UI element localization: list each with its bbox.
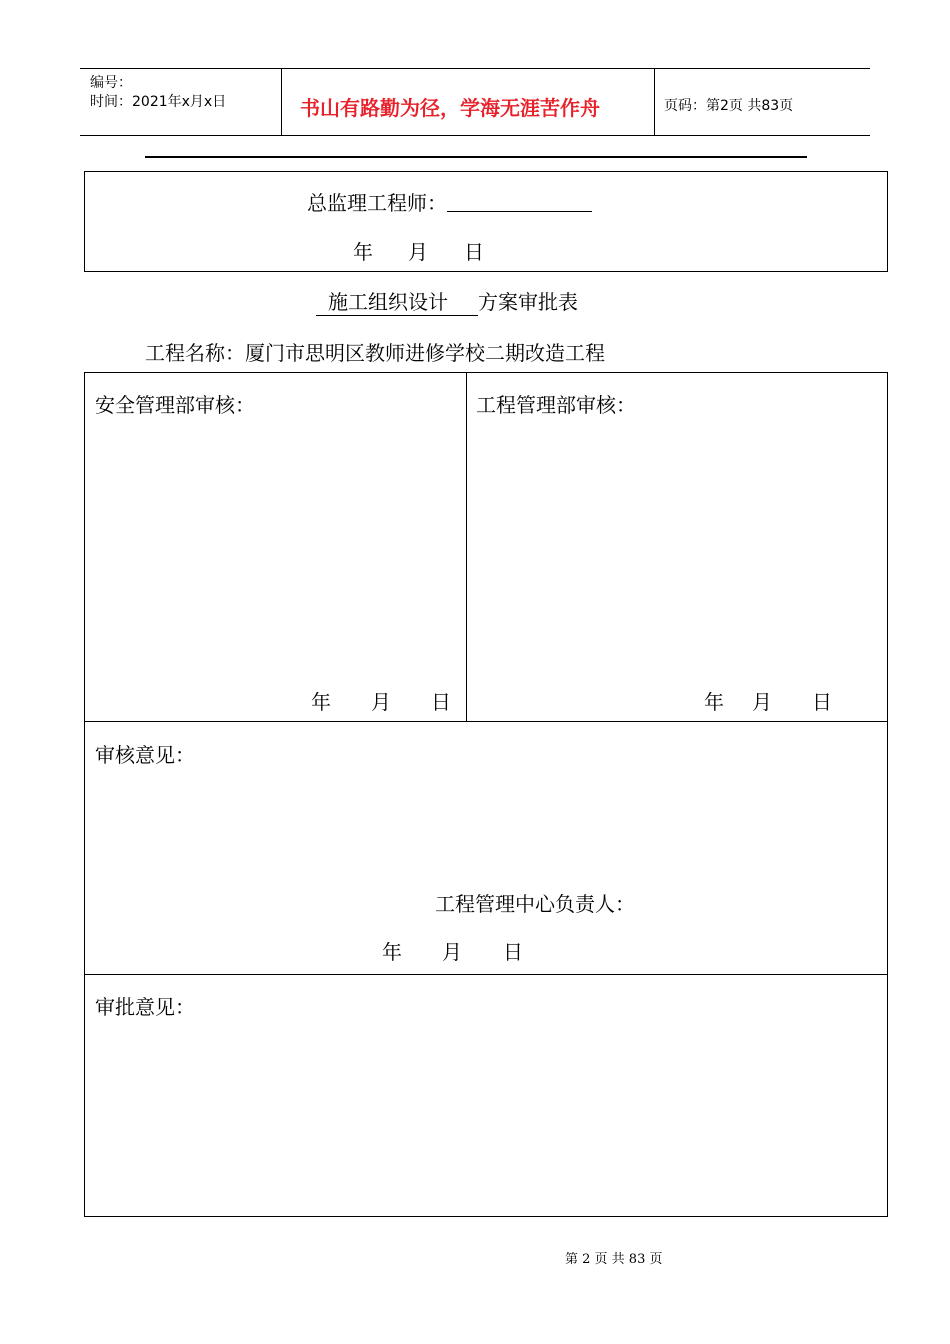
supervisor-signature-line [447,191,592,212]
engineering-date-month: 月 [752,690,772,714]
header-divider-right [654,68,655,136]
supervisor-label [307,187,592,216]
header-top-rule [80,68,870,69]
document-time: 时间：2021年x月x日 [90,94,227,110]
review-date-month: 月 [442,940,462,964]
supervisor-date-month: 月 [408,240,428,264]
review-row-divider-2 [85,974,887,975]
supervisor-section [84,171,888,272]
form-title [328,286,578,316]
supervisor-date-year: 年 [353,240,373,264]
safety-review-label: 安全管理部审核： [95,393,255,417]
review-date-year: 年 [382,940,402,964]
form-title-rest: 方案审批表 [478,290,578,314]
header-motto: 书山有路勤为径，学海无涯苦作舟 [300,96,600,120]
safety-date-year: 年 [311,690,331,714]
review-date-day: 日 [503,940,523,964]
supervisor-date-day: 日 [464,240,484,264]
project-name: 厦门市思明区教师进修学校二期改造工程 [245,341,605,365]
review-column-divider [466,373,467,721]
header-divider-left [281,68,282,136]
review-table [84,372,888,1217]
engineering-date-year: 年 [704,690,724,714]
header-separator [145,156,807,158]
safety-date-month: 月 [371,690,391,714]
engineering-review-label: 工程管理部审核： [476,393,636,417]
review-signer-label: 工程管理中心负责人： [435,892,635,916]
document-number-label: 编号： [90,75,132,91]
safety-date-day: 日 [431,690,451,714]
engineering-date-day: 日 [812,690,832,714]
approval-opinion-label: 审批意见： [95,995,195,1019]
header-page-info: 页码：第2页 共83页 [664,98,794,114]
project-name-line [145,337,605,366]
project-label: 工程名称： [145,341,245,365]
page-footer: 第 2 页 共 83 页 [565,1252,663,1267]
review-row-divider-1 [85,721,887,722]
form-title-underlined: 施工组织设计 [316,286,478,316]
review-opinion-label: 审核意见： [95,743,195,767]
supervisor-label-text: 总监理工程师： [307,191,447,215]
header-bottom-rule [80,135,870,136]
